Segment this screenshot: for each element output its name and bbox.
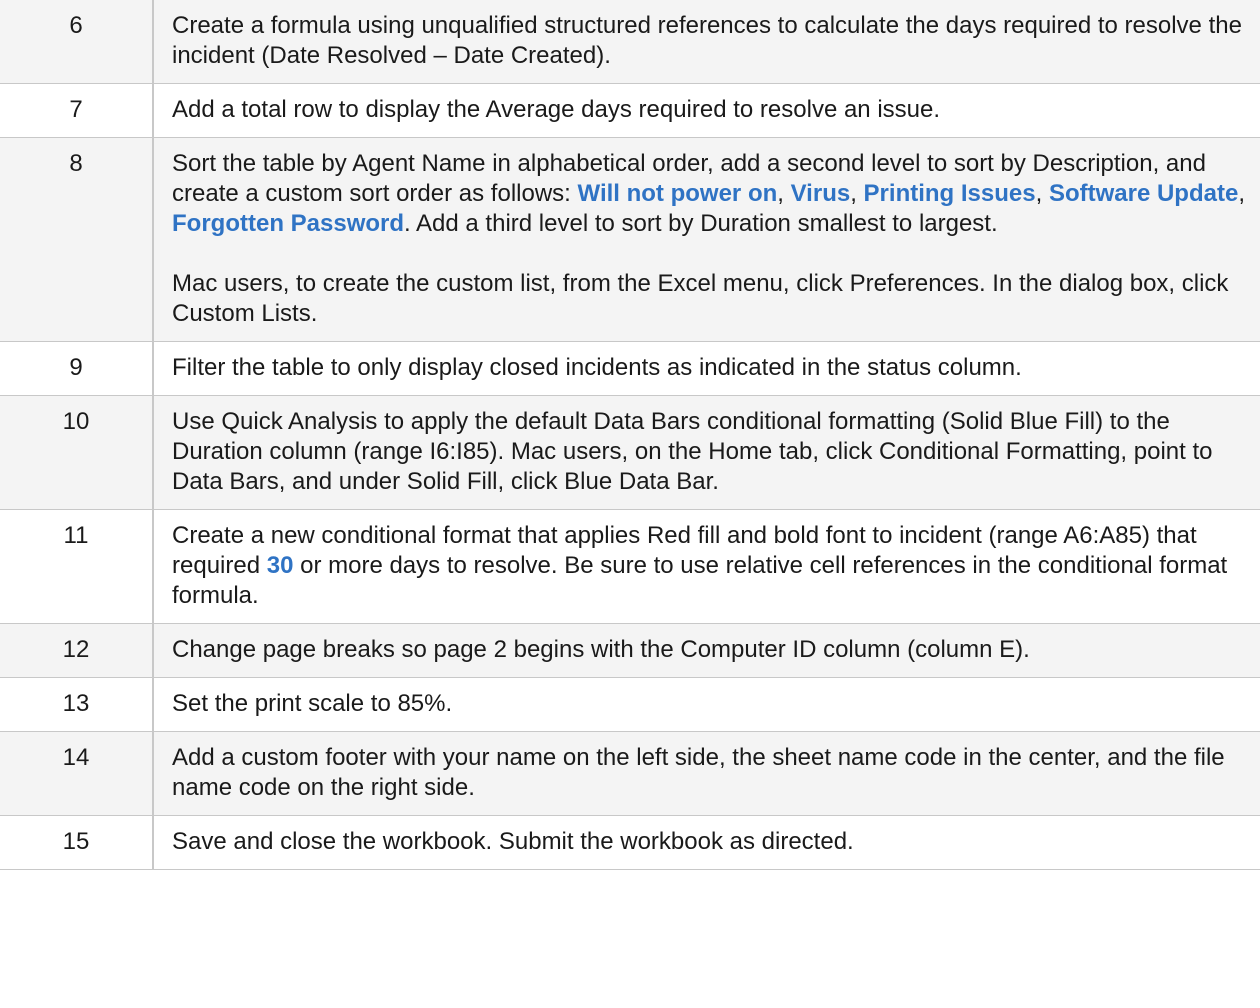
step-instruction bbox=[153, 510, 1260, 624]
instruction-text: Create a new conditional format that applies Red fill and bold font to incident (range A6:A85) that required bbox=[172, 522, 1197, 579]
step-row bbox=[0, 396, 1260, 510]
instruction-text: Set the print scale to 85%. bbox=[172, 690, 453, 717]
instruction-text: Add a custom footer with your name on the left side, the sheet name code in the center, and the file name code on the right side. bbox=[172, 744, 1225, 801]
step-instruction bbox=[153, 0, 1260, 84]
step-number: 9 bbox=[0, 342, 153, 396]
instruction-paragraph bbox=[172, 521, 1256, 611]
instruction-text: , bbox=[1035, 180, 1049, 207]
step-instruction bbox=[153, 396, 1260, 510]
instruction-text: or more days to resolve. Be sure to use relative cell references in the conditional format formula. bbox=[172, 552, 1228, 609]
instruction-paragraph bbox=[172, 827, 1256, 857]
step-row bbox=[0, 138, 1260, 342]
step-row bbox=[0, 84, 1260, 138]
instruction-paragraph bbox=[172, 743, 1256, 803]
step-number: 14 bbox=[0, 732, 153, 816]
highlighted-term: Forgotten Password bbox=[172, 210, 405, 237]
step-instruction bbox=[153, 816, 1260, 870]
step-row bbox=[0, 678, 1260, 732]
step-instruction bbox=[153, 732, 1260, 816]
instruction-text: Mac users, to create the custom list, from the Excel menu, click Preferences. In the dialog box, click Custom Lists. bbox=[172, 270, 1229, 327]
instruction-paragraph bbox=[172, 269, 1256, 329]
step-number: 8 bbox=[0, 138, 153, 342]
step-row bbox=[0, 624, 1260, 678]
step-number: 12 bbox=[0, 624, 153, 678]
instruction-paragraph bbox=[172, 353, 1256, 383]
step-row bbox=[0, 342, 1260, 396]
step-row bbox=[0, 0, 1260, 84]
highlighted-term: Printing Issues bbox=[863, 180, 1036, 207]
instruction-text: , bbox=[1238, 180, 1245, 207]
step-instruction bbox=[153, 342, 1260, 396]
instruction-paragraph bbox=[172, 149, 1256, 239]
highlighted-term: 30 bbox=[266, 552, 294, 579]
instruction-text: Add a total row to display the Average days required to resolve an issue. bbox=[172, 96, 941, 123]
step-number: 13 bbox=[0, 678, 153, 732]
step-row bbox=[0, 510, 1260, 624]
instruction-text: , bbox=[850, 180, 864, 207]
instruction-paragraph bbox=[172, 95, 1256, 125]
instruction-paragraph bbox=[172, 407, 1256, 497]
step-instruction bbox=[153, 678, 1260, 732]
instruction-text: Create a formula using unqualified structured references to calculate the days required to resolve the incident (Date Resolved – Date Created). bbox=[172, 12, 1242, 69]
instruction-paragraph bbox=[172, 11, 1256, 71]
instruction-text: Change page breaks so page 2 begins with the Computer ID column (column E). bbox=[172, 636, 1030, 663]
step-number: 10 bbox=[0, 396, 153, 510]
instruction-text: Sort the table by Agent Name in alphabetical order, add a second level to sort by Description, and create a custom sort order as follows: bbox=[172, 150, 1206, 207]
step-row bbox=[0, 816, 1260, 870]
instruction-paragraph bbox=[172, 635, 1256, 665]
instruction-text: , bbox=[777, 180, 791, 207]
instruction-text: Filter the table to only display closed incidents as indicated in the status column. bbox=[172, 354, 1022, 381]
step-row bbox=[0, 732, 1260, 816]
instruction-text: . Add a third level to sort by Duration smallest to largest. bbox=[404, 210, 998, 237]
step-number: 15 bbox=[0, 816, 153, 870]
instruction-text: Save and close the workbook. Submit the workbook as directed. bbox=[172, 828, 854, 855]
highlighted-term: Virus bbox=[790, 180, 851, 207]
highlighted-term: Will not power on bbox=[577, 180, 778, 207]
step-number: 7 bbox=[0, 84, 153, 138]
step-instruction bbox=[153, 84, 1260, 138]
step-instruction bbox=[153, 624, 1260, 678]
instruction-paragraph bbox=[172, 689, 1256, 719]
step-number: 11 bbox=[0, 510, 153, 624]
instruction-text: Use Quick Analysis to apply the default Data Bars conditional formatting (Solid Blue Fill) to the Duration column (range I6:I85). Mac users, on the Home tab, click Conditional Formatting, point to Data Bars, and under Solid Fill, click Blue Data Bar. bbox=[172, 408, 1213, 495]
step-number: 6 bbox=[0, 0, 153, 84]
step-instruction bbox=[153, 138, 1260, 342]
highlighted-term: Software Update bbox=[1048, 180, 1239, 207]
